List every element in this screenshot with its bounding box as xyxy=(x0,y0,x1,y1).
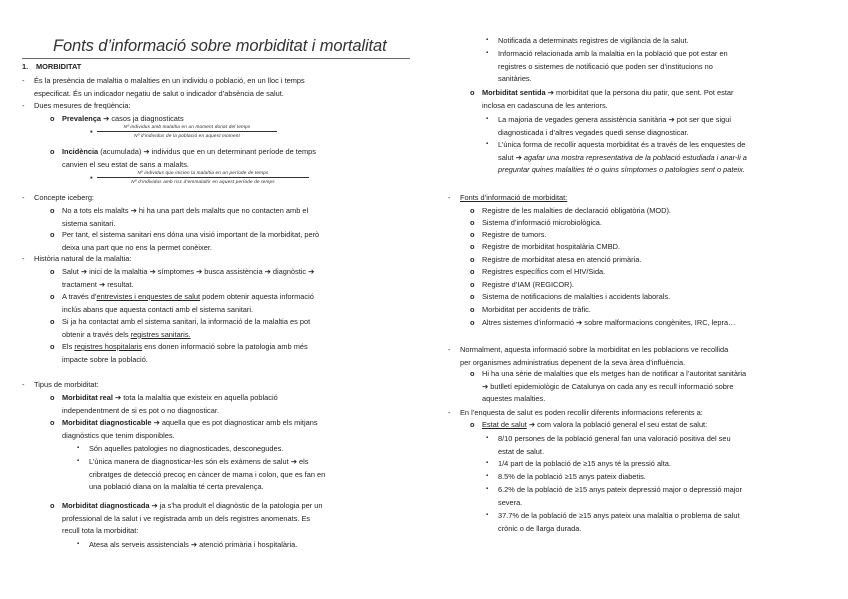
list-item-text xyxy=(62,230,410,252)
text-run: A través d’ xyxy=(62,292,97,301)
text-run: Morbiditat real xyxy=(62,393,113,402)
bullet-marker: - xyxy=(22,101,25,110)
text-run: Els xyxy=(62,342,75,351)
text-run: És la presència de malaltia o malalties en un individu o població, en un lloc i temps xyxy=(34,76,305,85)
text-run: Dues mesures de freqüència: xyxy=(34,101,131,110)
list-item-text xyxy=(460,408,820,418)
text-run: Registre de tumors. xyxy=(482,230,547,239)
list-item-text xyxy=(34,193,410,203)
list-item-text xyxy=(482,230,820,240)
bullet-marker: ▪ xyxy=(77,458,80,464)
bullet-marker: ▪ xyxy=(486,435,489,441)
list-item-text xyxy=(482,206,820,216)
text-run: L’única manera de diagnosticar-les són els exàmens de salut ➔ els xyxy=(89,457,309,466)
bullet-marker: o xyxy=(470,255,475,264)
bullet-marker: - xyxy=(448,408,451,417)
formula-bullet: ▪ xyxy=(90,127,93,136)
text-run: preguntar quines malalties té o quins símptomes o patologies sent o pateix. xyxy=(498,165,745,175)
text-run: Morbiditat diagnosticable xyxy=(62,418,152,427)
list-item-text xyxy=(498,36,820,46)
text-run: una població diana on la malaltia té certa prevalença. xyxy=(89,482,264,492)
bullet-marker: o xyxy=(470,292,475,301)
text-run: canvien el seu estat de sans a malalts. xyxy=(62,159,189,169)
list-item-text xyxy=(62,147,410,169)
text-run: Registre d’IAM (REGICOR). xyxy=(482,280,574,289)
text-run: Morbiditat per accidents de tràfic. xyxy=(482,305,591,314)
bullet-marker: o xyxy=(50,230,55,239)
text-run: sanitàries. xyxy=(498,74,532,84)
list-item-text xyxy=(62,114,410,124)
list-item-text xyxy=(34,380,410,390)
bullet-marker: o xyxy=(50,267,55,276)
bullet-marker: o xyxy=(50,317,55,326)
text-run: Registre de morbiditat hospitalària CMBD. xyxy=(482,242,621,251)
bullet-marker: o xyxy=(470,242,475,251)
bullet-marker: o xyxy=(470,318,475,327)
text-run: cribratges de detecció precoç en càncer de mama i colon, que es fan en xyxy=(89,469,326,479)
text-run: Morbiditat diagnosticada xyxy=(62,501,150,510)
bullet-marker: o xyxy=(470,218,475,227)
text-run: recull tota la morbiditat: xyxy=(62,526,139,536)
text-run: Tipus de morbiditat: xyxy=(34,380,99,389)
bullet-marker: o xyxy=(50,292,55,301)
bullet-marker: o xyxy=(470,420,475,429)
list-item-text xyxy=(482,280,820,290)
text-run: Estat de salut xyxy=(482,420,527,429)
list-item-text xyxy=(460,193,820,203)
text-run: Informació relacionada amb la malaltia en la població que pot estar en xyxy=(498,49,728,58)
list-item-text xyxy=(482,318,820,328)
list-item-text xyxy=(482,255,820,265)
list-item-text xyxy=(34,101,410,111)
bullet-marker: o xyxy=(470,206,475,215)
text-run: Incidència xyxy=(62,147,99,156)
text-run: Prevalença xyxy=(62,114,102,123)
text-run: En l’enquesta de salut es poden recollir diferents informacions referents a: xyxy=(460,408,703,417)
text-run: sistema sanitari. xyxy=(62,218,116,228)
bullet-marker: ▪ xyxy=(486,512,489,518)
text-run: ens donen informació sobre la patologia amb més xyxy=(142,342,308,351)
list-item-text xyxy=(498,485,820,507)
text-run: crònic o de llarga durada. xyxy=(498,523,582,533)
list-item-text xyxy=(482,292,820,302)
list-item-text xyxy=(482,267,820,277)
list-item-text xyxy=(89,444,410,454)
text-run: 8/10 persones de la població general fan una valoració positiva del seu xyxy=(498,434,731,443)
text-run: registres o sistemes de notificació que poden ser d’institucions no xyxy=(498,61,713,71)
text-run: independentment de si es pot o no diagnosticar. xyxy=(62,405,219,415)
list-item-text xyxy=(34,254,410,264)
title-divider xyxy=(22,58,410,59)
text-run: inclús abans que aquesta contacti amb el sistema sanitari. xyxy=(62,304,254,314)
list-item-text xyxy=(482,242,820,252)
formula-bullet: ▪ xyxy=(90,173,93,182)
list-item-text xyxy=(460,345,820,367)
text-run: 1/4 part de la població de ≥15 anys té la pressió alta. xyxy=(498,459,671,468)
list-item-text xyxy=(498,140,820,175)
list-item-text xyxy=(482,369,820,404)
bullet-marker: - xyxy=(448,193,451,202)
bullet-marker: o xyxy=(50,342,55,351)
bullet-marker: ▪ xyxy=(486,116,489,122)
text-run: ➔ butlletí epidemiològic de Catalunya on cada any es recull informació sobre xyxy=(482,381,734,391)
text-run: per organismes administratius depenent de la seva àrea d’influència. xyxy=(460,357,686,367)
section-number: 1. xyxy=(22,62,29,71)
text-run: obtenir a través dels xyxy=(62,329,131,339)
text-run: Fonts d’informació de morbiditat: xyxy=(460,193,568,202)
text-run: La majoria de vegades genera assistència sanitària ➔ pot ser que sigui xyxy=(498,115,731,124)
bullet-marker: ▪ xyxy=(77,541,80,547)
bullet-marker: ▪ xyxy=(486,486,489,492)
list-item-text xyxy=(498,49,820,84)
bullet-marker: o xyxy=(470,305,475,314)
text-run: inclosa en cadascuna de les anteriors. xyxy=(482,100,608,110)
text-run: Si ja ha contactat amb el sistema sanitari, la informació de la malaltia es pot xyxy=(62,317,311,326)
text-run: tractament ➔ resultat. xyxy=(62,279,134,289)
list-item-text xyxy=(89,457,410,492)
list-item-text xyxy=(482,88,820,110)
bullet-marker: o xyxy=(50,147,55,156)
list-item-text xyxy=(482,218,820,228)
bullet-marker: o xyxy=(470,88,475,97)
text-run: Sistema de notificacions de malalties i accidents laborals. xyxy=(482,292,671,301)
fraction-line xyxy=(97,177,309,178)
bullet-marker: o xyxy=(470,280,475,289)
text-run: ➔ morbiditat que la persona diu patir, que sent. Pot estar xyxy=(545,88,734,97)
text-run: Notificada a determinats registres de vigilància de la salut. xyxy=(498,36,689,45)
bullet-marker: - xyxy=(22,193,25,202)
list-item-text xyxy=(34,76,410,98)
list-item-text xyxy=(62,292,410,314)
text-run: especificat. És un indicador negatiu de salut o indicador d’absència de salut. xyxy=(34,88,284,98)
bullet-marker: ▪ xyxy=(486,50,489,56)
bullet-marker: - xyxy=(448,345,451,354)
text-run: ➔ aquella que es pot diagnosticar amb els mitjans xyxy=(151,418,318,427)
bullet-marker: ▪ xyxy=(486,473,489,479)
bullet-marker: ▪ xyxy=(486,37,489,43)
text-run: ➔ casos ja diagnosticats xyxy=(101,114,184,123)
list-item-text xyxy=(482,305,820,315)
text-run: Per tant, el sistema sanitari ens dóna una visió important de la morbiditat, però xyxy=(62,230,320,239)
text-run: Registre de morbiditat atesa en atenció primària. xyxy=(482,255,642,264)
list-item-text xyxy=(498,115,820,137)
text-run: diagnosticada i d’altres vegades quedi sense diagnosticar. xyxy=(498,127,689,137)
text-run: severa. xyxy=(498,497,523,507)
text-run: Hi ha una sèrie de malalties que els metges han de notificar a l’autoritat sanitària xyxy=(482,369,747,378)
bullet-marker: o xyxy=(50,418,55,427)
bullet-marker: - xyxy=(22,76,25,85)
text-run: aquestes malalties. xyxy=(482,394,546,404)
text-run: 37.7% de la població de ≥15 anys pateix una malaltia o problema de salut xyxy=(498,511,740,520)
text-run: Salut ➔ inici de la malaltia ➔ símptomes ➔ busca assistència ➔ diagnòstic ➔ xyxy=(62,267,315,276)
text-run: Registre de les malalties de declaració obligatòria (MOD). xyxy=(482,206,671,215)
text-run: estat de salut. xyxy=(498,446,545,456)
incidencia-numerator: Nº individus que inicien la malaltia en un període de temps xyxy=(137,170,269,175)
text-run: ➔ tota la malaltia que existeix en aquella població xyxy=(112,393,278,402)
text-run: Morbiditat sentida xyxy=(482,88,546,97)
text-run: Normalment, aquesta informació sobre la morbiditat en les poblacions ve recollida xyxy=(460,345,729,354)
bullet-marker: ▪ xyxy=(77,445,80,451)
text-run: ➔ com valora la població general el seu estat de salut: xyxy=(526,420,708,429)
section-label: MORBIDITAT xyxy=(36,62,82,71)
text-run: Història natural de la malaltia: xyxy=(34,254,132,263)
bullet-marker: o xyxy=(50,114,55,123)
incidencia-denominator: Nº d’individus amb risc d’emmalaltir en aquest període de temps xyxy=(131,179,275,184)
list-item-text xyxy=(62,317,410,339)
text-run: agafar una mostra representativa de la població estudiada i anar-li a xyxy=(523,152,747,162)
list-item-text xyxy=(62,393,410,415)
text-run: diagnòstics que tenim disponibles. xyxy=(62,430,175,440)
bullet-marker: ▪ xyxy=(486,141,489,147)
text-run: registres sanitaris. xyxy=(130,329,191,339)
text-run: (acumulada) ➔ individus que en un determinant període de temps xyxy=(98,147,316,156)
list-item-text xyxy=(498,472,820,482)
text-run: professional de la salut i ve registrada amb un dels registres anomenats. Es xyxy=(62,513,311,523)
text-run: Sistema d’informació microbiològica. xyxy=(482,218,602,227)
bullet-marker: o xyxy=(470,230,475,239)
text-run: 8.5% de la població ≥15 anys pateix diabetis. xyxy=(498,472,646,481)
bullet-marker: o xyxy=(470,369,475,378)
text-run: Atesa als serveis assistencials ➔ atenció primària i hospitalària. xyxy=(89,540,298,549)
bullet-marker: o xyxy=(470,267,475,276)
text-run: Concepte iceberg: xyxy=(34,193,94,202)
text-run: salut ➔ xyxy=(498,152,524,162)
list-item-text xyxy=(89,540,410,550)
text-run: deixa una part que no ens la permet conèixer. xyxy=(62,242,212,252)
bullet-marker: - xyxy=(22,254,25,263)
bullet-marker: o xyxy=(50,206,55,215)
bullet-marker: - xyxy=(22,380,25,389)
prevalenca-denominator: Nº d’individus de la població en aquest moment xyxy=(134,133,240,138)
list-item-text xyxy=(498,434,820,456)
list-item-text xyxy=(62,267,410,289)
text-run: registres hospitalaris xyxy=(74,342,143,351)
text-run: podem obtenir aquesta informació xyxy=(200,292,314,301)
text-run: L’única forma de recollir aquesta morbiditat és a través de les enquestes de xyxy=(498,140,746,149)
text-run: entrevistes i enquestes de salut xyxy=(96,292,201,301)
text-run: ➔ ja s’ha produït el diagnòstic de la patologia per un xyxy=(149,501,323,510)
list-item-text xyxy=(482,420,820,430)
fraction-line xyxy=(97,131,277,132)
list-item-text xyxy=(62,501,410,536)
list-item-text xyxy=(62,342,410,364)
text-run: 6.2% de la població de ≥15 anys pateix depressió major o depressió major xyxy=(498,485,742,494)
text-run: Registres específics com el HIV/Sida. xyxy=(482,267,606,276)
section-heading xyxy=(22,62,81,72)
text-run: impacte sobre la població. xyxy=(62,354,148,364)
prevalenca-numerator: Nº individus amb malaltia en un moment donat del temps xyxy=(123,124,251,129)
text-run: No a tots els malalts ➔ hi ha una part dels malalts que no contacten amb el xyxy=(62,206,309,215)
list-item-text xyxy=(498,459,820,469)
bullet-marker: o xyxy=(50,393,55,402)
bullet-marker: o xyxy=(50,501,55,510)
list-item-text xyxy=(62,206,410,228)
page-title: Fonts d’informació sobre morbiditat i mortalitat xyxy=(53,37,387,55)
text-run: Són aquelles patologies no diagnosticades, desconegudes. xyxy=(89,444,284,453)
bullet-marker: ▪ xyxy=(486,460,489,466)
text-run: Altres sistemes d’informació ➔ sobre malformacions congènites, IRC, lepra… xyxy=(482,318,736,327)
list-item-text xyxy=(498,511,820,533)
list-item-text xyxy=(62,418,410,440)
